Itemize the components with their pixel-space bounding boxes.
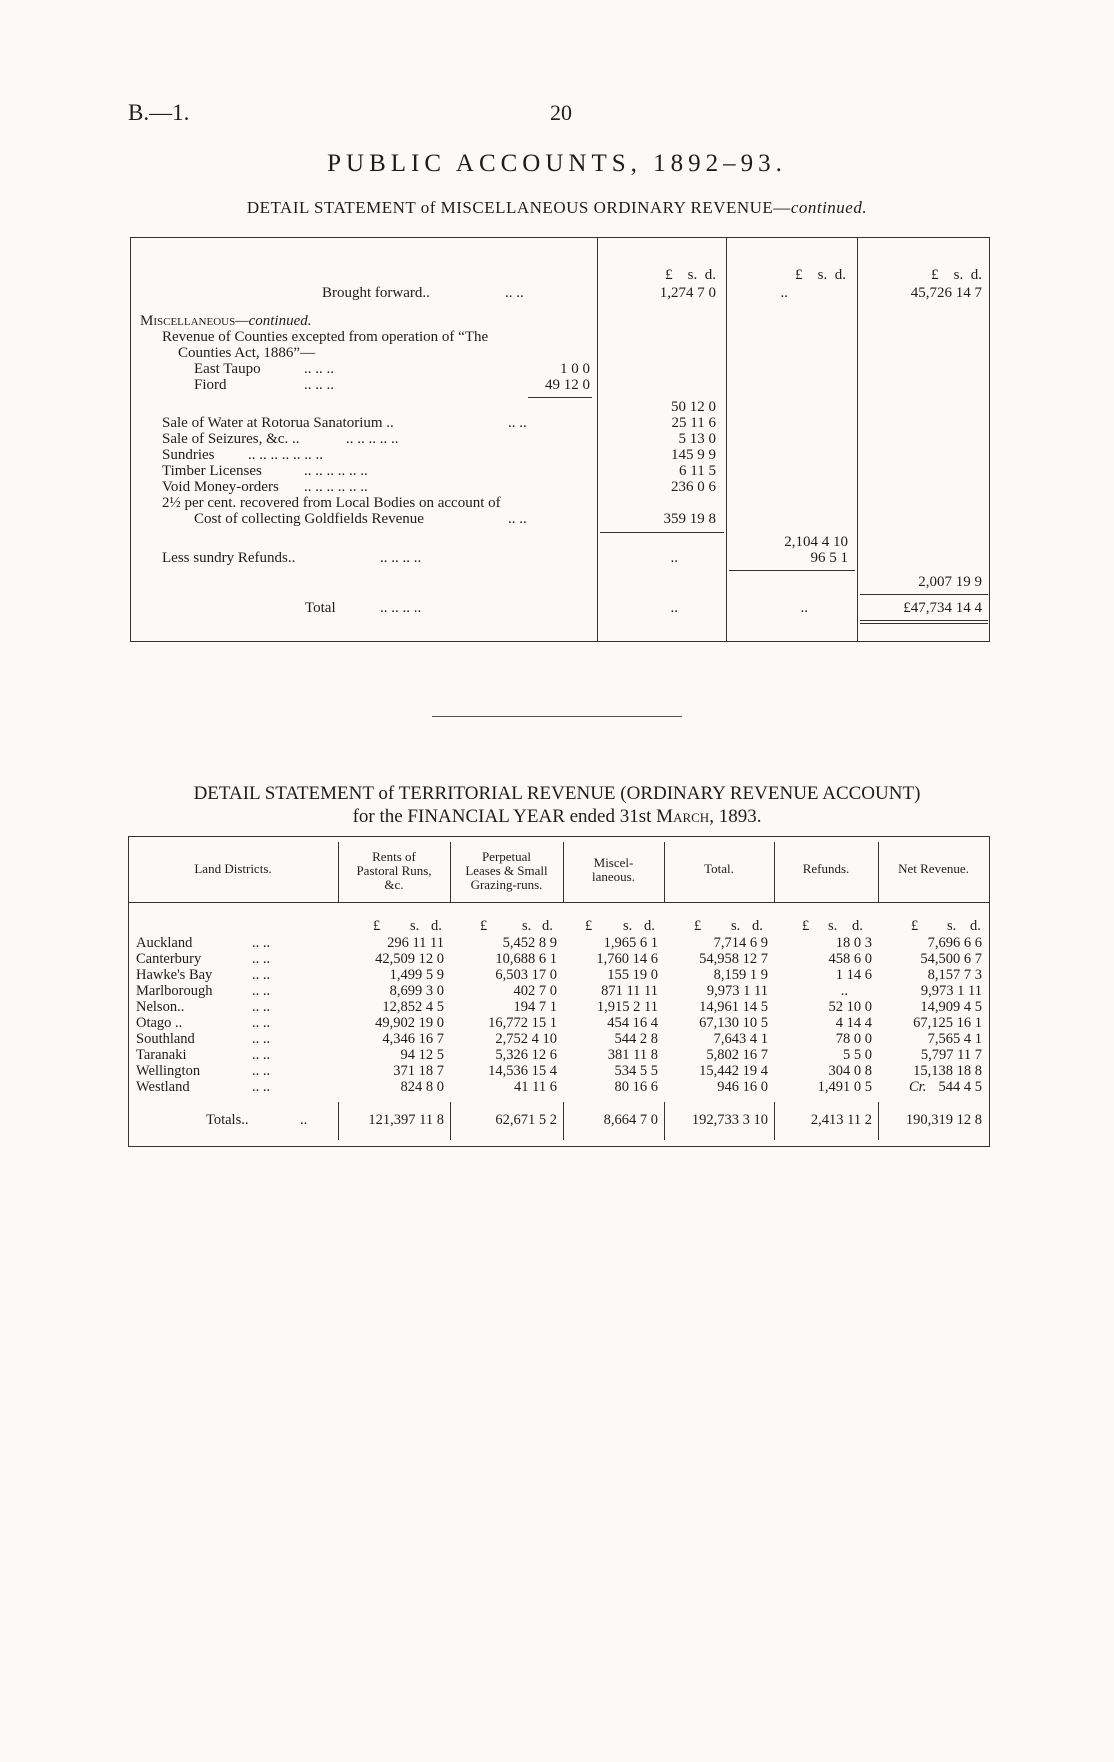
goldfields-amount: 359 19 8 — [663, 511, 716, 527]
column-total-rule — [860, 594, 988, 595]
units-col2 — [760, 267, 846, 284]
leader-dots: .. .. — [252, 1031, 271, 1047]
total-value: 9,973 1 11 — [706, 983, 768, 999]
grand-total-value: 192,733 3 10 — [691, 1112, 768, 1128]
net-revenue-value: 15,138 18 8 — [913, 1063, 982, 1079]
net-revenue-value: 544 4 5 — [938, 1079, 982, 1095]
rents-total: 121,397 11 8 — [368, 1112, 444, 1128]
water-amount: 25 11 6 — [671, 415, 716, 431]
sundries-amount: 145 9 9 — [671, 447, 716, 463]
district-name: Nelson.. — [136, 999, 185, 1015]
refunds-col2: 96 5 1 — [810, 550, 848, 566]
leader-dots: .. .. — [252, 935, 271, 951]
column-header-perpetual-line: Grazing-runs. — [470, 877, 543, 892]
table-row — [128, 951, 990, 967]
table-top-rule — [128, 836, 990, 837]
perpetual-value: 41 11 6 — [514, 1079, 557, 1095]
unit-pound: £ — [802, 918, 810, 934]
misc-value: 1,915 2 11 — [596, 999, 658, 1015]
column-header-net: Net Revenue. — [898, 861, 969, 876]
leader-dots: .. .. — [508, 511, 527, 527]
leader-dots: .. .. .. .. — [380, 600, 422, 616]
net-revenue-value: 7,565 4 1 — [927, 1031, 982, 1047]
goldfields-label-line1: 2½ per cent. recovered from Local Bodies on account of — [162, 495, 501, 511]
double-rule-bottom — [860, 623, 988, 624]
unit-pence: d. — [431, 918, 442, 934]
refunds-col1: .. — [670, 550, 678, 566]
unit-shilling: s. — [623, 918, 633, 934]
page-title: PUBLIC ACCOUNTS, 1892–93. — [327, 150, 787, 177]
rents-value: 296 11 11 — [387, 935, 444, 951]
table-bottom-rule — [128, 1146, 990, 1147]
table-row — [128, 1047, 990, 1063]
column-header-rents-line: &c. — [384, 877, 404, 892]
territorial-title-line2c: , 1893. — [709, 806, 762, 827]
seizures-amount: 5 13 0 — [678, 431, 716, 447]
unit-pence: d. — [542, 918, 553, 934]
table-top-rule — [130, 237, 990, 238]
refunds-value: 4 14 4 — [835, 1015, 872, 1031]
leader-dots: .. .. — [252, 1063, 271, 1079]
territorial-title-line2 — [0, 805, 1114, 828]
net-revenue-value: 8,157 7 3 — [927, 967, 982, 983]
east-taupo-amount: 1 0 0 — [560, 361, 590, 377]
unit-shilling: s. — [731, 918, 741, 934]
refunds-value: 78 0 0 — [835, 1031, 872, 1047]
unit-pound: £ — [694, 918, 702, 934]
total-label: Total — [305, 600, 336, 616]
brought-forward-label: Brought forward.. — [322, 285, 430, 301]
units-col3 — [890, 267, 982, 284]
misc-statement-title — [0, 198, 1114, 218]
column-header-misc-line: laneous. — [592, 869, 635, 884]
net-revenue-value: 5,797 11 7 — [920, 1047, 982, 1063]
refunds-value: 52 10 0 — [828, 999, 872, 1015]
unit-pound: £ — [665, 267, 673, 283]
column-header-rents-line: Rents of — [372, 849, 416, 864]
unit-pound: £ — [480, 918, 488, 934]
misc-value: 871 11 11 — [601, 983, 658, 999]
misc-subtotal: 2,104 4 10 — [784, 534, 848, 550]
table-bottom-rule — [130, 641, 990, 642]
table-row — [128, 999, 990, 1015]
unit-shilling: s. — [828, 918, 838, 934]
column-header-perpetual-line: Perpetual — [481, 849, 532, 864]
counties-label-line2: Counties Act, 1886”— — [178, 345, 316, 361]
district-name: Taranaki — [136, 1047, 187, 1063]
section-heading-caps: Miscellaneous — [140, 313, 236, 329]
district-name: Otago .. — [136, 1015, 183, 1031]
column-header-rents — [338, 850, 450, 892]
unit-pence: d. — [970, 267, 982, 283]
column-header-district: Land Districts. — [194, 861, 272, 876]
brought-forward-col2: .. — [780, 285, 788, 301]
rents-value: 49,902 19 0 — [375, 1015, 444, 1031]
table-row — [128, 1015, 990, 1031]
unit-pound: £ — [795, 267, 803, 283]
perpetual-value: 14,536 15 4 — [488, 1063, 557, 1079]
counties-total: 50 12 0 — [671, 399, 716, 415]
unit-pound: £ — [931, 267, 939, 283]
leader-dots: .. .. — [252, 1047, 271, 1063]
table-row — [128, 1031, 990, 1047]
leader-dots: .. .. .. .. .. — [346, 431, 399, 447]
unit-pence: d. — [970, 918, 981, 934]
net-revenue-total: 190,319 12 8 — [905, 1112, 982, 1128]
unit-shilling: s. — [953, 267, 964, 283]
rents-value: 824 8 0 — [400, 1079, 444, 1095]
perpetual-value: 16,772 15 1 — [488, 1015, 557, 1031]
unit-shilling: s. — [947, 918, 957, 934]
total-value: 54,958 12 7 — [699, 951, 768, 967]
counties-label-line1: Revenue of Counties excepted from operation of “The — [162, 329, 489, 345]
leader-dots: .. .. .. — [304, 361, 334, 377]
leader-dots: .. .. .. .. — [380, 550, 422, 566]
refunds-value: 1 14 6 — [835, 967, 872, 983]
void-label: Void Money-orders — [162, 479, 279, 495]
misc-revenue-table — [130, 237, 990, 642]
misc-total: 8,664 7 0 — [603, 1112, 658, 1128]
water-label: Sale of Water at Rotorua Sanatorium .. — [162, 415, 394, 431]
leader-dots: .. .. — [252, 967, 271, 983]
district-name: Westland — [136, 1079, 190, 1095]
total-col2: .. — [800, 600, 808, 616]
credit-marker: Cr. — [909, 1079, 927, 1095]
perpetual-value: 402 7 0 — [513, 983, 557, 999]
rents-value: 8,699 3 0 — [389, 983, 444, 999]
perpetual-value: 2,752 4 10 — [495, 1031, 557, 1047]
rents-value: 12,852 4 5 — [382, 999, 444, 1015]
misc-value: 80 16 6 — [614, 1079, 658, 1095]
rents-value: 371 18 7 — [393, 1063, 444, 1079]
total-value: 67,130 10 5 — [699, 1015, 768, 1031]
table-row — [128, 1079, 990, 1095]
table-row — [128, 983, 990, 999]
void-amount: 236 0 6 — [671, 479, 716, 495]
unit-pound: £ — [911, 918, 919, 934]
territorial-title-line2a: for the FINANCIAL YEAR ended 31st — [352, 806, 657, 827]
net-revenue-value: 9,973 1 11 — [920, 983, 982, 999]
total-value: 946 16 0 — [717, 1079, 768, 1095]
net-revenue-value: 7,696 6 6 — [927, 935, 982, 951]
section-heading — [140, 313, 311, 329]
leader-dots: .. .. .. .. .. .. — [304, 463, 368, 479]
column-header-refunds: Refunds. — [802, 861, 850, 876]
leader-dots: .. .. .. — [304, 377, 334, 393]
units-row — [128, 918, 990, 934]
perpetual-value: 5,452 8 9 — [502, 935, 557, 951]
column-header-misc-line: Miscel- — [593, 855, 634, 870]
misc-statement-title-main: DETAIL STATEMENT of MISCELLANEOUS ORDINARY REVENUE— — [246, 198, 791, 217]
refunds-value: 458 6 0 — [828, 951, 872, 967]
subtotal-rule — [528, 397, 592, 398]
rents-value: 1,499 5 9 — [389, 967, 444, 983]
column-rule — [597, 237, 598, 642]
perpetual-value: 10,688 6 1 — [495, 951, 557, 967]
misc-value: 534 5 5 — [614, 1063, 658, 1079]
leader-dots: .. .. .. .. .. .. — [304, 479, 368, 495]
leader-dots: .. .. .. .. .. .. .. — [248, 447, 323, 463]
totals-row — [128, 1112, 990, 1128]
brought-forward-col1: 1,274 7 0 — [659, 285, 716, 301]
territorial-title-month: March — [656, 806, 710, 827]
misc-value: 1,760 14 6 — [596, 951, 658, 967]
seizures-label: Sale of Seizures, &c. .. — [162, 431, 300, 447]
misc-value: 454 16 4 — [607, 1015, 658, 1031]
fiord-label: Fiord — [194, 377, 227, 393]
district-name: Auckland — [136, 935, 193, 951]
refunds-total: 2,413 11 2 — [810, 1112, 872, 1128]
territorial-title-line1: DETAIL STATEMENT of TERRITORIAL REVENUE (ORDINARY REVENUE ACCOUNT) — [193, 783, 921, 804]
unit-pound: £ — [585, 918, 593, 934]
refunds-value: 5 5 0 — [843, 1047, 872, 1063]
district-name: Southland — [136, 1031, 195, 1047]
table-right-rule — [989, 237, 990, 642]
total-value: 14,961 14 5 — [699, 999, 768, 1015]
rents-value: 4,346 16 7 — [382, 1031, 444, 1047]
misc-statement-title-tail: continued. — [790, 198, 868, 217]
unit-pence: d. — [834, 267, 846, 283]
total-value: 15,442 19 4 — [699, 1063, 768, 1079]
table-row — [128, 935, 990, 951]
section-heading-tail: —continued. — [235, 313, 312, 329]
column-header-misc — [563, 856, 664, 884]
table-row — [128, 967, 990, 983]
totals-label: Totals.. — [206, 1112, 249, 1128]
timber-amount: 6 11 5 — [679, 463, 716, 479]
column-total-rule — [729, 570, 855, 571]
column-rule — [726, 237, 727, 642]
document-reference: B.—1. — [128, 100, 190, 125]
goldfields-label-line2: Cost of collecting Goldfields Revenue — [194, 511, 424, 527]
leader-dots: .. .. — [252, 951, 271, 967]
header-bottom-rule — [128, 902, 990, 903]
refunds-label: Less sundry Refunds.. — [162, 550, 296, 566]
fiord-amount: 49 12 0 — [545, 377, 590, 393]
total-col1: .. — [670, 600, 678, 616]
unit-pence: d. — [752, 918, 763, 934]
sundries-label: Sundries — [162, 447, 215, 463]
territorial-statement-title — [0, 782, 1114, 828]
units-col1 — [630, 267, 716, 284]
leader-dots: .. .. — [252, 1079, 271, 1095]
column-header-total: Total. — [704, 861, 734, 876]
refunds-value: 18 0 3 — [835, 935, 872, 951]
unit-pence: d. — [852, 918, 863, 934]
territorial-revenue-table — [128, 836, 990, 1148]
column-header-perpetual-line: Leases & Small — [465, 863, 548, 878]
column-header-perpetual — [450, 850, 563, 892]
total-value: 8,159 1 9 — [713, 967, 768, 983]
total-value: 5,802 16 7 — [706, 1047, 768, 1063]
unit-shilling: s. — [687, 267, 698, 283]
leader-dots: .. .. — [508, 415, 527, 431]
unit-shilling: s. — [522, 918, 532, 934]
unit-pence: d. — [704, 267, 716, 283]
leader-dots: .. .. — [252, 983, 271, 999]
double-rule-top — [860, 620, 988, 621]
unit-shilling: s. — [410, 918, 420, 934]
total-value: 7,714 6 9 — [713, 935, 768, 951]
brought-forward-col3: 45,726 14 7 — [910, 285, 982, 301]
district-name: Canterbury — [136, 951, 202, 967]
rents-value: 94 12 5 — [400, 1047, 444, 1063]
district-name: Wellington — [136, 1063, 201, 1079]
table-row — [128, 1063, 990, 1079]
leader-dots: .. .. — [252, 1015, 271, 1031]
perpetual-value: 6,503 17 0 — [495, 967, 557, 983]
table-left-rule — [130, 237, 131, 642]
net-revenue-value: 54,500 6 7 — [920, 951, 982, 967]
misc-value: 155 19 0 — [607, 967, 658, 983]
column-total-rule — [600, 532, 724, 533]
perpetual-total: 62,671 5 2 — [495, 1112, 557, 1128]
page-number: 20 — [550, 100, 572, 125]
timber-label: Timber Licenses — [162, 463, 262, 479]
rents-value: 42,509 12 0 — [375, 951, 444, 967]
column-header-rents-line: Pastoral Runs, — [356, 863, 432, 878]
leader-dots: .. — [300, 1112, 308, 1128]
east-taupo-label: East Taupo — [194, 361, 261, 377]
grand-total: £47,734 14 4 — [903, 600, 982, 616]
net-revenue-value: 14,909 4 5 — [920, 999, 982, 1015]
perpetual-value: 194 7 1 — [513, 999, 557, 1015]
refunds-value: 1,491 0 5 — [817, 1079, 872, 1095]
district-name: Marlborough — [136, 983, 213, 999]
misc-value: 1,965 6 1 — [603, 935, 658, 951]
misc-value: 381 11 8 — [607, 1047, 658, 1063]
unit-pound: £ — [373, 918, 381, 934]
leader-dots: .. .. — [252, 999, 271, 1015]
unit-shilling: s. — [817, 267, 828, 283]
district-name: Hawke's Bay — [136, 967, 213, 983]
leader-dots: .. .. — [505, 285, 524, 301]
refunds-value: 304 0 8 — [828, 1063, 872, 1079]
refunds-value: .. — [840, 983, 848, 999]
misc-net: 2,007 19 9 — [918, 574, 982, 590]
total-value: 7,643 4 1 — [713, 1031, 768, 1047]
net-revenue-value: 67,125 16 1 — [913, 1015, 982, 1031]
unit-pence: d. — [644, 918, 655, 934]
column-rule — [857, 237, 858, 642]
section-separator — [432, 716, 682, 717]
perpetual-value: 5,326 12 6 — [495, 1047, 557, 1063]
misc-value: 544 2 8 — [614, 1031, 658, 1047]
